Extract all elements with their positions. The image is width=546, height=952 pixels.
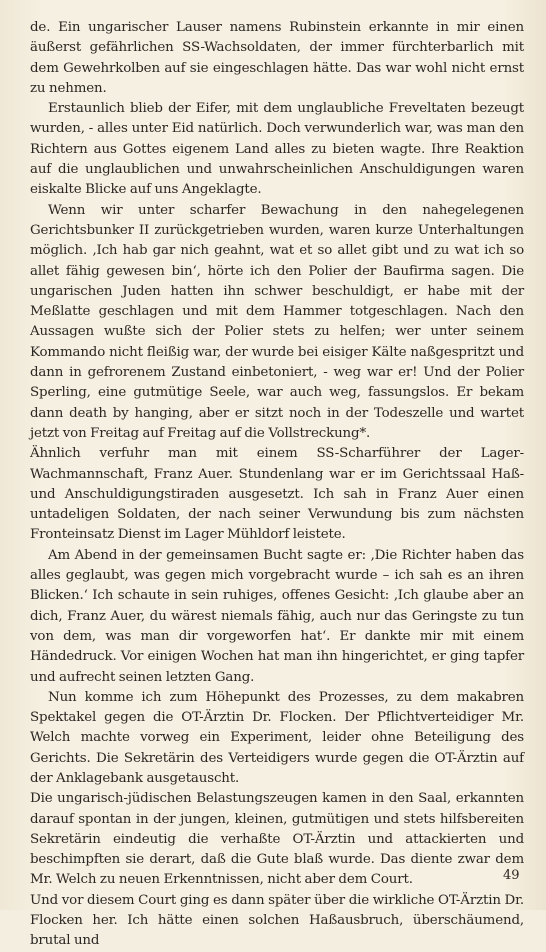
paragraph: Erstaunlich blieb der Eifer, mit dem unglaubliche Freveltaten bezeugt wurden, - alles unter Eid natürlich. Doch verwunderlich war, was man den Richtern aus Gottes eigenem Land alles zu bieten wagte. Ihre Reaktion auf die unglaublichen und unwahrscheinlichen Anschuldigungen waren eiskalte Blicke auf uns Angeklagte. (30, 101, 524, 198)
body-text (30, 18, 524, 952)
paragraph: Und vor diesem Court ging es dann später über die wirkliche OT-Ärztin Dr. Flocken her. Ich hätte einen solchen Haßausbruch, überschäumend, brutal und (30, 892, 524, 949)
page-number: 49 (503, 868, 520, 883)
paragraph: Wenn wir unter scharfer Bewachung in den nahegelegenen Gerichtsbunker II zurückgetrieben wurden, waren kurze Unterhaltungen möglich. ‚Ich hab gar nich geahnt, wat et so allet gibt und zu wat ich so allet fähig gewesen bin‘, hörte ich den Polier der Baufirma sagen. Die ungarischen Juden hatten ihn schwer beschuldigt, er habe mit der Meßlatte geschlagen und mit dem Hammer totgeschlagen. Nach den Aussagen wußte sich der Polier stets zu helfen; wer unter seinem Kommando nicht fleißig war, der wurde bei eisiger Kälte naßgespritzt und dann in gefrorenem Zustand einbetoniert, - weg war er! Und der Polier Sperling, eine gutmütige Seele, war auch weg, fassungslos. Er bekam dann death by hanging, aber er sitzt noch in der Todeszelle und wartet jetzt von Freitag auf Freitag auf die Vollstreckung*. (30, 202, 524, 441)
paragraph: de. Ein ungarischer Lauser namens Rubinstein erkannte in mir einen äußerst gefährlichen SS-Wachsoldaten, der immer fürchterbarlich mit dem Gewehrkolben auf sie eingeschlagen hätte. Das war wohl nicht ernst zu nehmen. (30, 20, 524, 96)
paragraph: Die ungarisch-jüdischen Belastungszeugen kamen in den Saal, erkannten darauf spontan in der jungen, kleinen, gutmütigen und stets hilfsbereiten Sekretärin eindeutig die verhaßte OT-Ärztin und attackierten und beschimpften sie derart, daß die Gute blaß wurde. Das diente zwar dem Mr. Welch zu neuen Erkenntnissen, nicht aber dem Court. (30, 791, 524, 888)
paragraph: Ähnlich verfuhr man mit einem SS-Scharführer der Lager-Wachmannschaft, Franz Auer. Stundenlang war er im Gerichtssaal Haß- und Anschuldigungstiraden ausgesetzt. Ich sah in Franz Auer einen untadeligen Soldaten, der nach seiner Verwundung bis zum nächsten Fronteinsatz Dienst im Lager Mühldorf leistete. (30, 446, 524, 543)
paragraph: Am Abend in der gemeinsamen Bucht sagte er: ‚Die Richter haben das alles geglaubt, was gegen mich vorgebracht wurde – ich sah es an ihren Blicken.‘ Ich schaute in sein ruhiges, offenes Gesicht: ‚Ich glaube aber an dich, Franz Auer, du wärest niemals fähig, auch nur das Geringste zu tun von dem, was man dir vorgeworfen hat‘. Er dankte mir mit einem Händedruck. Vor einigen Wochen hat man ihn hingerichtet, er ging tapfer und aufrecht seinen letzten Gang. (30, 547, 524, 685)
paragraph: Nun komme ich zum Höhepunkt des Prozesses, zu dem makabren Spektakel gegen die OT-Ärztin Dr. Flocken. Der Pflichtverteidiger Mr. Welch machte vorweg ein Experiment, leider ohne Beteiligung des Gerichts. Die Sekretärin des Verteidigers wurde gegen die OT-Ärztin auf der Anklagebank ausgetauscht. (30, 689, 524, 786)
